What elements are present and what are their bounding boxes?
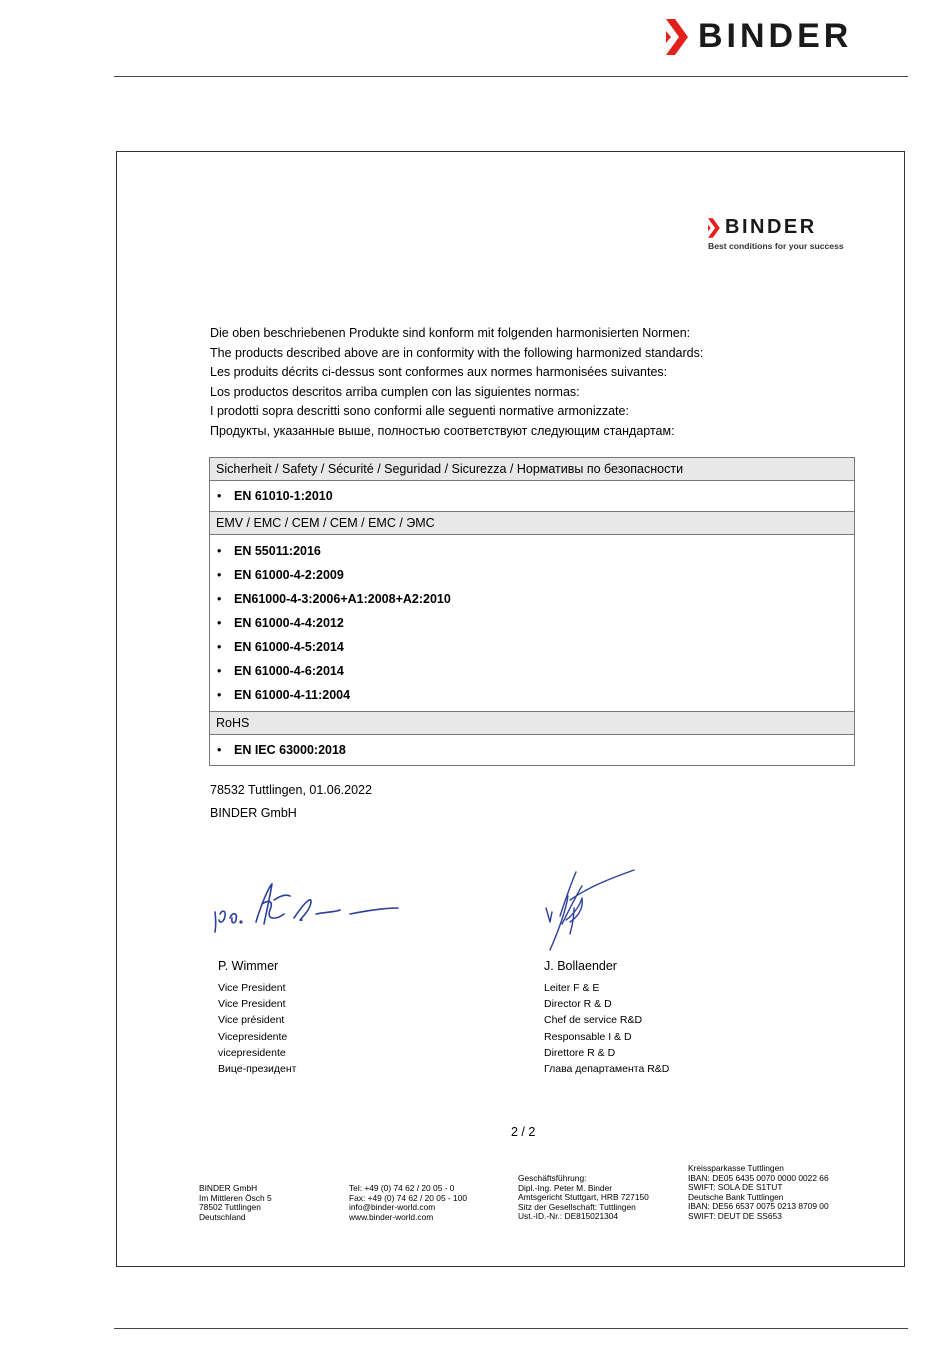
footer-line: IBAN: DE05 6435 0070 0000 0022 66 <box>688 1172 829 1183</box>
footer-line: Tel: +49 (0) 74 62 / 20 05 - 0 <box>349 1183 455 1193</box>
signatory-titles-bollaender <box>544 980 669 1077</box>
signatory-name-bollaender: J. Bollaender <box>544 959 617 973</box>
bullet: • <box>217 489 222 503</box>
company-name: BINDER GmbH <box>210 806 297 820</box>
footer-line: www.binder-world.com <box>349 1211 434 1222</box>
bullet: • <box>217 568 222 582</box>
footer-line: Im Mittleren Ösch 5 <box>199 1192 272 1203</box>
footer-line: BINDER GmbH <box>199 1183 258 1193</box>
standard-item <box>210 587 854 611</box>
footer-address <box>199 1184 272 1222</box>
footer-line: IBAN: DE56 6537 0075 0213 8709 00 <box>688 1201 829 1212</box>
signatory-title: Leiter F & E <box>544 982 600 994</box>
signatory-title: Вице-президент <box>218 1063 297 1076</box>
binder-chevron-icon <box>666 19 692 55</box>
standard-code: EN 61000-4-6:2014 <box>234 664 344 678</box>
signatory-title: vicepresidente <box>218 1046 286 1059</box>
footer-line: SWIFT: DEUT DE SS653 <box>688 1210 782 1221</box>
signatory-title: Responsable I & D <box>544 1030 632 1043</box>
footer-bank <box>688 1164 829 1222</box>
inner-brand: BINDER <box>725 216 817 238</box>
binder-chevron-icon <box>708 218 722 238</box>
standard-code: EN 61010-1:2010 <box>234 489 333 503</box>
page-number: 2 / 2 <box>511 1125 536 1139</box>
footer-line: Ust.-ID.-Nr.: DE815021304 <box>518 1211 619 1222</box>
intro-line: Les produits décrits ci-dessus sont conformes aux normes harmonisées suivantes: <box>210 365 668 379</box>
footer-line: Fax: +49 (0) 74 62 / 20 05 - 100 <box>349 1192 468 1203</box>
section-body-rohs <box>210 735 854 765</box>
standard-code: EN 61000-4-5:2014 <box>234 640 344 654</box>
inner-tagline: Best conditions for your success <box>708 241 844 251</box>
bullet: • <box>217 616 222 630</box>
intro-line: Продукты, указанные выше, полностью соответствуют следующим стандартам: <box>210 423 675 438</box>
header-brand: BINDER <box>698 17 853 55</box>
footer-management <box>518 1174 649 1222</box>
footer-line: Kreissparkasse Tuttlingen <box>688 1163 784 1173</box>
place-date: 78532 Tuttlingen, 01.06.2022 <box>210 783 372 797</box>
header-logo <box>666 17 852 56</box>
signatory-title: Vice président <box>218 1014 285 1027</box>
footer-line: Deutsche Bank Tuttlingen <box>688 1191 784 1202</box>
section-header-safety: Sicherheit / Safety / Sécurité / Seguridad / Sicurezza / Нормативы по безопасности <box>210 458 854 481</box>
signatory-title: Vicepresidente <box>218 1030 288 1043</box>
footer-line: SWIFT: SOLA DE S1TUT <box>688 1182 783 1193</box>
signatory-title: Chef de service R&D <box>544 1014 643 1027</box>
intro-text <box>210 324 703 441</box>
bullet: • <box>217 640 222 654</box>
standards-table <box>209 457 855 766</box>
bullet: • <box>217 592 222 606</box>
standard-code: EN 61000-4-4:2012 <box>234 616 344 630</box>
signatory-title: Director R & D <box>544 998 612 1011</box>
section-body-emc <box>210 535 854 712</box>
standard-code: EN 61000-4-11:2004 <box>234 688 351 702</box>
standard-item <box>210 539 854 563</box>
standard-item <box>210 659 854 683</box>
standard-code: EN IEC 63000:2018 <box>234 743 346 757</box>
footer-contact <box>349 1184 467 1222</box>
standard-item <box>210 484 854 508</box>
bullet: • <box>217 688 222 702</box>
signature-wimmer <box>210 870 410 940</box>
bullet: • <box>217 664 222 678</box>
inner-logo <box>708 216 844 251</box>
signatory-title: Direttore R & D <box>544 1046 616 1059</box>
standard-item <box>210 738 854 762</box>
footer-line: info@binder-world.com <box>349 1202 436 1213</box>
footer-rule <box>114 1328 908 1329</box>
bullet: • <box>217 544 222 558</box>
standard-item <box>210 635 854 659</box>
signatory-name-wimmer: P. Wimmer <box>218 959 279 973</box>
footer-line: Amtsgericht Stuttgart, HRB 727150 <box>518 1192 649 1203</box>
standard-item <box>210 683 854 707</box>
standard-item <box>210 563 854 587</box>
standard-code: EN 61000-4-2:2009 <box>234 568 344 582</box>
footer-line: Dipl.-Ing. Peter M. Binder <box>518 1182 613 1193</box>
standard-code: EN61000-4-3:2006+A1:2008+A2:2010 <box>234 592 451 606</box>
header-rule <box>114 76 908 77</box>
standard-code: EN 55011:2016 <box>234 544 321 558</box>
signatory-title: Vice President <box>218 982 286 994</box>
signatory-title: Vice President <box>218 998 286 1011</box>
footer-line: Sitz der Gesellschaft: Tuttlingen <box>518 1201 636 1212</box>
section-header-emc: EMV / EMC / CEM / CEM / EMC / ЭМС <box>210 512 854 535</box>
section-body-safety <box>210 481 854 512</box>
footer-line: Geschäftsführung: <box>518 1173 587 1183</box>
intro-line: The products described above are in conformity with the following harmonized standards: <box>210 345 704 360</box>
bullet: • <box>217 743 222 757</box>
footer-line: 78502 Tuttlingen <box>199 1202 261 1213</box>
footer-line: Deutschland <box>199 1211 246 1222</box>
intro-line: Die oben beschriebenen Produkte sind konform mit folgenden harmonisierten Normen: <box>210 326 691 340</box>
section-header-rohs: RoHS <box>210 712 854 735</box>
intro-line: I prodotti sopra descritti sono conformi alle seguenti normative armonizzate: <box>210 404 629 418</box>
standard-item <box>210 611 854 635</box>
signature-bollaender <box>540 866 640 958</box>
signatory-titles-wimmer <box>218 980 297 1077</box>
intro-line: Los productos descritos arriba cumplen con las siguientes normas: <box>210 384 580 399</box>
signatory-title: Глава департамента R&D <box>544 1063 670 1076</box>
